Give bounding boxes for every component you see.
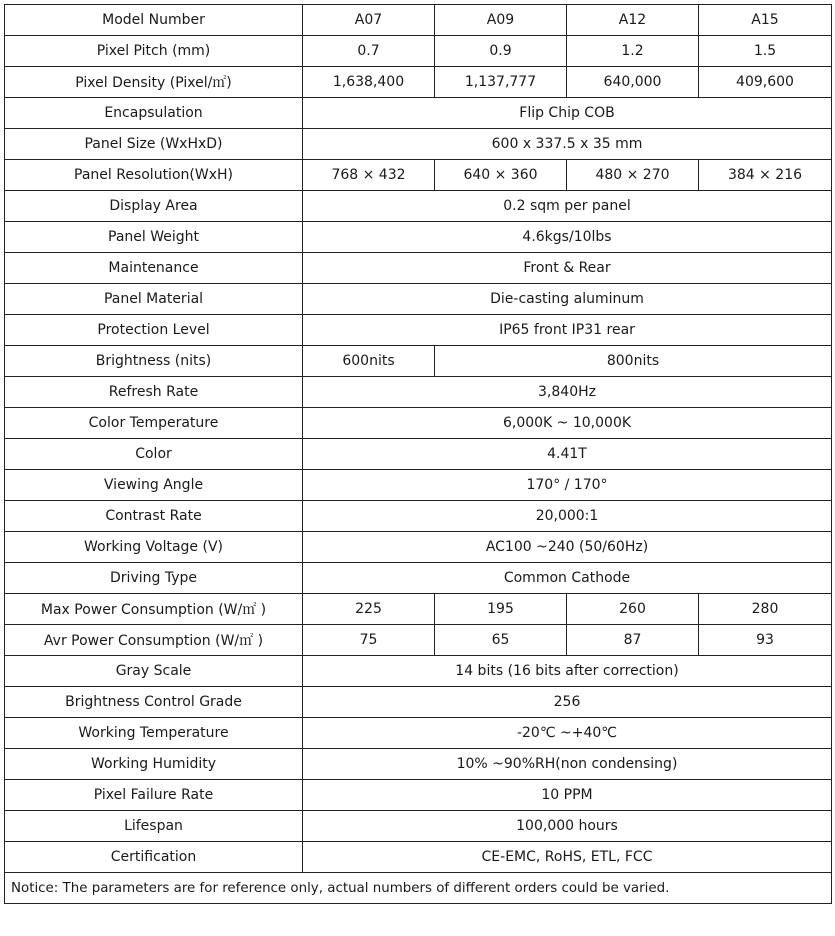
- spec-row: [5, 687, 832, 718]
- spec-label: Working Voltage (V): [5, 532, 303, 563]
- spec-row: [5, 470, 832, 501]
- spec-value: 600nits: [303, 346, 435, 377]
- spec-value: Die-casting aluminum: [303, 284, 832, 315]
- spec-label: Working Temperature: [5, 718, 303, 749]
- spec-label: Panel Material: [5, 284, 303, 315]
- spec-row: [5, 594, 832, 625]
- spec-value: 409,600: [699, 67, 832, 98]
- spec-value: 640,000: [567, 67, 699, 98]
- spec-value: 14 bits (16 bits after correction): [303, 656, 832, 687]
- spec-value: AC100 ~240 (50/60Hz): [303, 532, 832, 563]
- spec-label: Protection Level: [5, 315, 303, 346]
- model-a15: A15: [699, 5, 832, 36]
- spec-value: 10% ~90%RH(non condensing): [303, 749, 832, 780]
- spec-value: 65: [435, 625, 567, 656]
- spec-label: Brightness Control Grade: [5, 687, 303, 718]
- spec-value: Flip Chip COB: [303, 98, 832, 129]
- spec-label: Certification: [5, 842, 303, 873]
- spec-value: 75: [303, 625, 435, 656]
- spec-row: [5, 408, 832, 439]
- spec-label: Panel Weight: [5, 222, 303, 253]
- spec-label: Panel Resolution(WxH): [5, 160, 303, 191]
- spec-row: [5, 222, 832, 253]
- spec-value: 480 × 270: [567, 160, 699, 191]
- spec-label: Refresh Rate: [5, 377, 303, 408]
- spec-value: Common Cathode: [303, 563, 832, 594]
- header-row: [5, 5, 832, 36]
- spec-row: [5, 563, 832, 594]
- spec-value: 4.6kgs/10lbs: [303, 222, 832, 253]
- spec-label: Display Area: [5, 191, 303, 222]
- spec-value: 100,000 hours: [303, 811, 832, 842]
- notice-row: [5, 873, 832, 904]
- spec-row: [5, 501, 832, 532]
- spec-row: [5, 36, 832, 67]
- spec-label: Driving Type: [5, 563, 303, 594]
- spec-label: Max Power Consumption (W/㎡ ): [5, 594, 303, 625]
- spec-row: [5, 377, 832, 408]
- model-a07: A07: [303, 5, 435, 36]
- spec-row: [5, 160, 832, 191]
- spec-value: 93: [699, 625, 832, 656]
- spec-label: Working Humidity: [5, 749, 303, 780]
- spec-row: [5, 656, 832, 687]
- spec-row: [5, 129, 832, 160]
- spec-value: CE-EMC, RoHS, ETL, FCC: [303, 842, 832, 873]
- spec-value: 0.9: [435, 36, 567, 67]
- spec-row: [5, 315, 832, 346]
- spec-label: Gray Scale: [5, 656, 303, 687]
- spec-value: 4.41T: [303, 439, 832, 470]
- spec-row: [5, 439, 832, 470]
- spec-value: 0.2 sqm per panel: [303, 191, 832, 222]
- spec-row: [5, 780, 832, 811]
- spec-value: 768 × 432: [303, 160, 435, 191]
- model-a12: A12: [567, 5, 699, 36]
- spec-label: Avr Power Consumption (W/㎡ ): [5, 625, 303, 656]
- spec-label: Pixel Failure Rate: [5, 780, 303, 811]
- spec-label: Brightness (nits): [5, 346, 303, 377]
- spec-row: [5, 284, 832, 315]
- spec-value: 1,137,777: [435, 67, 567, 98]
- spec-label: Lifespan: [5, 811, 303, 842]
- spec-row: [5, 532, 832, 563]
- spec-value: Front & Rear: [303, 253, 832, 284]
- spec-value: 6,000K ~ 10,000K: [303, 408, 832, 439]
- model-a09: A09: [435, 5, 567, 36]
- spec-label: Maintenance: [5, 253, 303, 284]
- spec-row: [5, 253, 832, 284]
- spec-row: [5, 191, 832, 222]
- spec-value: 1.2: [567, 36, 699, 67]
- spec-value: 3,840Hz: [303, 377, 832, 408]
- spec-value: 280: [699, 594, 832, 625]
- spec-label: Viewing Angle: [5, 470, 303, 501]
- spec-label: Pixel Pitch (mm): [5, 36, 303, 67]
- spec-label: Color: [5, 439, 303, 470]
- header-label: Model Number: [5, 5, 303, 36]
- spec-label: Pixel Density (Pixel/㎡): [5, 67, 303, 98]
- spec-value: 225: [303, 594, 435, 625]
- spec-value: -20℃ ~+40℃: [303, 718, 832, 749]
- spec-value: 256: [303, 687, 832, 718]
- spec-value: 1,638,400: [303, 67, 435, 98]
- spec-value: 195: [435, 594, 567, 625]
- spec-table: [4, 4, 832, 904]
- spec-row: [5, 346, 832, 377]
- spec-label: Color Temperature: [5, 408, 303, 439]
- spec-value: 0.7: [303, 36, 435, 67]
- spec-value: 640 × 360: [435, 160, 567, 191]
- spec-value: 384 × 216: [699, 160, 832, 191]
- spec-value: 10 PPM: [303, 780, 832, 811]
- spec-value: 800nits: [435, 346, 832, 377]
- spec-row: [5, 811, 832, 842]
- spec-value: 1.5: [699, 36, 832, 67]
- spec-label: Encapsulation: [5, 98, 303, 129]
- spec-value: 20,000:1: [303, 501, 832, 532]
- spec-label: Contrast Rate: [5, 501, 303, 532]
- spec-value: 600 x 337.5 x 35 mm: [303, 129, 832, 160]
- spec-row: [5, 98, 832, 129]
- spec-label: Panel Size (WxHxD): [5, 129, 303, 160]
- notice-text: Notice: The parameters are for reference only, actual numbers of different orders could be varied.: [5, 873, 832, 904]
- spec-row: [5, 625, 832, 656]
- spec-value: IP65 front IP31 rear: [303, 315, 832, 346]
- spec-value: 87: [567, 625, 699, 656]
- spec-value: 260: [567, 594, 699, 625]
- spec-row: [5, 749, 832, 780]
- spec-row: [5, 718, 832, 749]
- spec-value: 170° / 170°: [303, 470, 832, 501]
- spec-row: [5, 842, 832, 873]
- spec-row: [5, 67, 832, 98]
